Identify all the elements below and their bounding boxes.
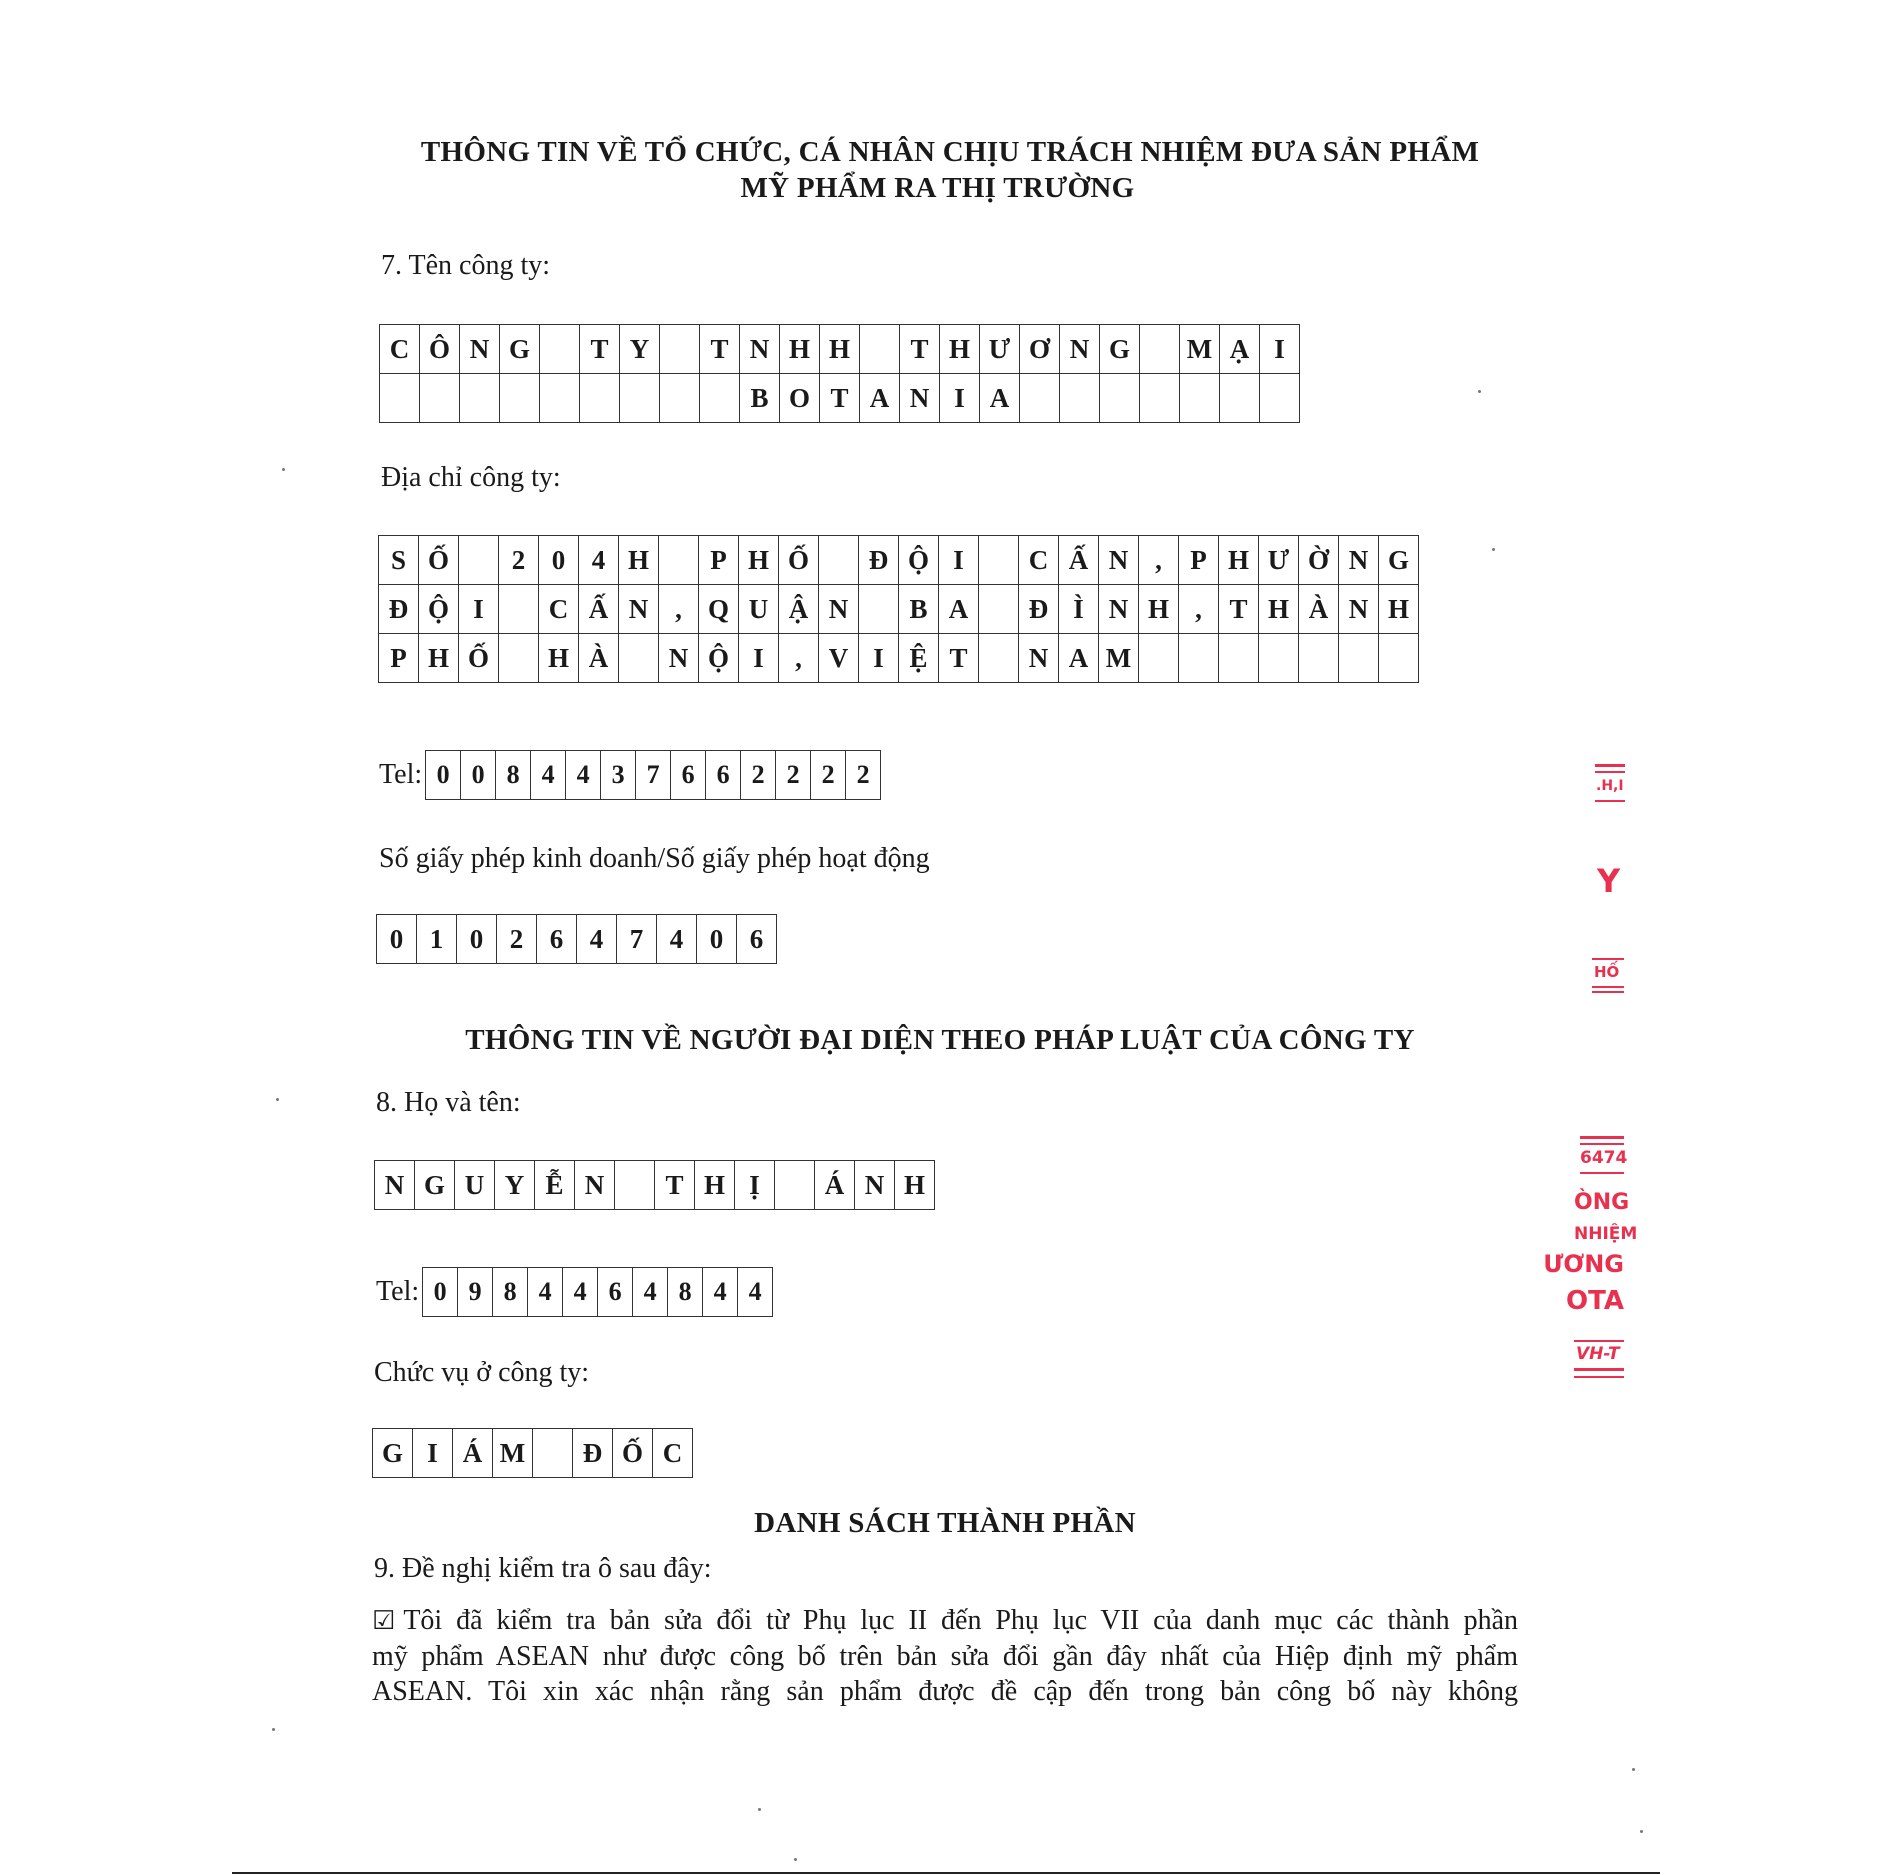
grid-cell: 2 xyxy=(499,536,539,585)
grid-cell: 4 xyxy=(579,536,619,585)
grid-cell: I xyxy=(413,1429,453,1478)
grid-cell: N xyxy=(619,585,659,634)
grid-cell: O xyxy=(780,374,820,423)
grid-cell xyxy=(1379,634,1419,683)
grid-cell: 6 xyxy=(737,915,777,964)
grid-row xyxy=(375,1161,935,1210)
grid-cell: 7 xyxy=(617,915,657,964)
grid-cell: T xyxy=(700,325,740,374)
org-heading-line1: THÔNG TIN VỀ TỔ CHỨC, CÁ NHÂN CHỊU TRÁCH NHIỆM ĐƯA SẢN PHẨM xyxy=(420,136,1480,168)
grid-cell: H xyxy=(419,634,459,683)
grid-cell xyxy=(659,536,699,585)
address-label: Địa chỉ công ty: xyxy=(381,462,561,493)
grid-cell xyxy=(1020,374,1060,423)
grid-row xyxy=(379,536,1419,585)
declaration-paragraph xyxy=(372,1603,1518,1709)
grid-cell: 2 xyxy=(741,751,776,800)
rep-tel xyxy=(376,1267,773,1317)
address-grid xyxy=(378,535,1419,683)
grid-cell: T xyxy=(900,325,940,374)
grid-cell: H xyxy=(820,325,860,374)
ingredients-heading: DANH SÁCH THÀNH PHẦN xyxy=(754,1507,1136,1539)
grid-cell: I xyxy=(739,634,779,683)
grid-cell: H xyxy=(1219,536,1259,585)
company-name-grid xyxy=(379,324,1300,423)
grid-cell: , xyxy=(779,634,819,683)
rep-name-label: 8. Họ và tên: xyxy=(376,1087,521,1118)
grid-cell: A xyxy=(939,585,979,634)
grid-cell: 0 xyxy=(457,915,497,964)
grid-cell: H xyxy=(895,1161,935,1210)
grid-cell: , xyxy=(659,585,699,634)
grid-cell: C xyxy=(1019,536,1059,585)
stamp-line xyxy=(1592,986,1624,988)
grid-cell: H xyxy=(539,634,579,683)
company-name-label: 7. Tên công ty: xyxy=(381,250,551,281)
grid-cell: I xyxy=(940,374,980,423)
stamp-line xyxy=(1595,764,1625,767)
grid-cell: G xyxy=(1100,325,1140,374)
grid-cell: H xyxy=(940,325,980,374)
rep-heading: THÔNG TIN VỀ NGƯỜI ĐẠI DIỆN THEO PHÁP LUẬT CỦA CÔNG TY xyxy=(465,1024,1415,1056)
grid-cell: Ố xyxy=(779,536,819,585)
grid-cell: N xyxy=(740,325,780,374)
grid-row xyxy=(380,374,1300,423)
grid-cell: 1 xyxy=(417,915,457,964)
grid-cell xyxy=(540,374,580,423)
company-tel-grid xyxy=(425,750,881,800)
grid-cell: Ơ xyxy=(1020,325,1060,374)
stamp-line xyxy=(1580,1136,1624,1139)
stamp-line xyxy=(1580,1172,1624,1174)
grid-cell: 4 xyxy=(531,751,566,800)
grid-cell xyxy=(775,1161,815,1210)
grid-cell: N xyxy=(1099,585,1139,634)
grid-cell: À xyxy=(1299,585,1339,634)
grid-cell: N xyxy=(1099,536,1139,585)
grid-cell: Ễ xyxy=(535,1161,575,1210)
grid-cell: 4 xyxy=(657,915,697,964)
grid-cell: Ị xyxy=(735,1161,775,1210)
grid-cell xyxy=(1140,325,1180,374)
grid-cell: T xyxy=(820,374,860,423)
grid-cell: 6 xyxy=(537,915,577,964)
grid-cell: 4 xyxy=(528,1268,563,1317)
grid-cell: A xyxy=(980,374,1020,423)
grid-cell xyxy=(819,536,859,585)
grid-cell: N xyxy=(1060,325,1100,374)
grid-row xyxy=(373,1429,693,1478)
grid-cell: Ố xyxy=(613,1429,653,1478)
grid-cell: G xyxy=(1379,536,1419,585)
stamp-fragment: OTA xyxy=(1566,1286,1624,1316)
company-tel-label: Tel: xyxy=(379,759,423,790)
grid-cell: N xyxy=(1019,634,1059,683)
grid-cell: U xyxy=(455,1161,495,1210)
grid-cell: Ạ xyxy=(1220,325,1260,374)
grid-cell xyxy=(1179,634,1219,683)
grid-cell: Ố xyxy=(419,536,459,585)
grid-cell xyxy=(619,634,659,683)
grid-row xyxy=(426,751,881,800)
stamp-line xyxy=(1574,1340,1624,1342)
grid-cell xyxy=(1180,374,1220,423)
grid-cell: 0 xyxy=(697,915,737,964)
grid-cell xyxy=(1219,634,1259,683)
grid-cell: I xyxy=(939,536,979,585)
stamp-fragment: .H,I xyxy=(1596,778,1624,794)
grid-cell: C xyxy=(653,1429,693,1478)
declaration-line-2: mỹ phẩm ASEAN như được công bố trên bản sửa đổi gần đây nhất của Hiệp định mỹ phẩm xyxy=(372,1641,1518,1672)
stamp-fragment: 6474 xyxy=(1580,1148,1628,1168)
grid-cell xyxy=(1100,374,1140,423)
grid-cell: G xyxy=(500,325,540,374)
grid-cell: Ì xyxy=(1059,585,1099,634)
grid-cell xyxy=(459,536,499,585)
grid-cell: 2 xyxy=(811,751,846,800)
grid-cell: Ô xyxy=(420,325,460,374)
grid-cell: N xyxy=(900,374,940,423)
scan-speck xyxy=(1492,548,1495,551)
stamp-fragment: ÒNG xyxy=(1574,1190,1630,1215)
grid-cell: 4 xyxy=(703,1268,738,1317)
grid-cell: B xyxy=(740,374,780,423)
grid-cell xyxy=(859,585,899,634)
license-label: Số giấy phép kinh doanh/Số giấy phép hoạt động xyxy=(379,843,930,874)
grid-cell: 4 xyxy=(738,1268,773,1317)
grid-cell: 6 xyxy=(706,751,741,800)
grid-cell: 0 xyxy=(539,536,579,585)
grid-cell: Ộ xyxy=(419,585,459,634)
stamp-fragment: VH-T xyxy=(1576,1344,1620,1364)
grid-cell: 2 xyxy=(497,915,537,964)
grid-cell: Ư xyxy=(1259,536,1299,585)
grid-cell: 6 xyxy=(671,751,706,800)
grid-cell xyxy=(620,374,660,423)
grid-cell: Đ xyxy=(859,536,899,585)
grid-cell: Ấ xyxy=(579,585,619,634)
grid-cell: T xyxy=(655,1161,695,1210)
grid-cell: Ậ xyxy=(779,585,819,634)
grid-cell: N xyxy=(819,585,859,634)
grid-row xyxy=(380,325,1300,374)
grid-cell: N xyxy=(855,1161,895,1210)
stamp-fragment: ƯƠNG xyxy=(1543,1250,1624,1278)
grid-cell: 4 xyxy=(563,1268,598,1317)
declaration-line-3: ASEAN. Tôi xin xác nhận rằng sản phẩm được đề cập đến trong bản công bố này không xyxy=(372,1676,1518,1707)
stamp-line xyxy=(1580,1143,1624,1145)
grid-cell xyxy=(660,325,700,374)
grid-cell: Ệ xyxy=(899,634,939,683)
grid-cell xyxy=(979,585,1019,634)
stamp-fragment: Y xyxy=(1597,862,1621,900)
grid-cell xyxy=(615,1161,655,1210)
grid-cell: Q xyxy=(699,585,739,634)
grid-cell xyxy=(460,374,500,423)
grid-cell: N xyxy=(659,634,699,683)
grid-cell: Y xyxy=(620,325,660,374)
grid-cell: Đ xyxy=(1019,585,1059,634)
grid-cell: M xyxy=(493,1429,533,1478)
grid-cell: S xyxy=(379,536,419,585)
grid-cell: 3 xyxy=(601,751,636,800)
scan-speck xyxy=(1640,1830,1643,1833)
bottom-rule xyxy=(232,1872,1660,1874)
grid-cell xyxy=(1139,634,1179,683)
grid-cell: , xyxy=(1179,585,1219,634)
stamp-line xyxy=(1574,1368,1624,1371)
grid-cell: T xyxy=(580,325,620,374)
grid-cell: M xyxy=(1099,634,1139,683)
grid-cell: N xyxy=(375,1161,415,1210)
grid-cell xyxy=(533,1429,573,1478)
scan-speck xyxy=(758,1808,761,1811)
grid-cell: C xyxy=(380,325,420,374)
grid-cell: C xyxy=(539,585,579,634)
grid-cell xyxy=(499,585,539,634)
stamp-line xyxy=(1595,800,1625,802)
rep-tel-label: Tel: xyxy=(376,1276,420,1307)
grid-cell: , xyxy=(1139,536,1179,585)
scan-speck xyxy=(794,1858,797,1861)
grid-cell: T xyxy=(1219,585,1259,634)
grid-cell: N xyxy=(1339,585,1379,634)
grid-cell: G xyxy=(415,1161,455,1210)
grid-cell: H xyxy=(1139,585,1179,634)
grid-cell: 7 xyxy=(636,751,671,800)
grid-cell: 8 xyxy=(493,1268,528,1317)
grid-cell: 4 xyxy=(566,751,601,800)
grid-cell: B xyxy=(899,585,939,634)
grid-cell: H xyxy=(695,1161,735,1210)
grid-cell: 2 xyxy=(776,751,811,800)
grid-cell xyxy=(660,374,700,423)
scan-speck xyxy=(1478,390,1481,393)
grid-cell xyxy=(860,325,900,374)
grid-cell: 8 xyxy=(668,1268,703,1317)
grid-cell: Đ xyxy=(379,585,419,634)
grid-cell: I xyxy=(1260,325,1300,374)
grid-cell: H xyxy=(619,536,659,585)
grid-cell: Á xyxy=(453,1429,493,1478)
declaration-line-1 xyxy=(372,1603,1518,1639)
grid-cell: A xyxy=(1059,634,1099,683)
stamp-line xyxy=(1574,1376,1624,1378)
grid-cell: À xyxy=(579,634,619,683)
grid-cell: P xyxy=(379,634,419,683)
org-heading-line2: MỸ PHẨM RA THỊ TRƯỜNG xyxy=(740,172,1135,204)
grid-cell xyxy=(700,374,740,423)
grid-cell xyxy=(499,634,539,683)
stamp-line xyxy=(1592,991,1624,993)
grid-cell: I xyxy=(859,634,899,683)
scan-speck xyxy=(276,1098,279,1101)
grid-cell: 0 xyxy=(426,751,461,800)
scan-speck xyxy=(272,1728,275,1731)
grid-cell: Ố xyxy=(459,634,499,683)
checkbox-checked-icon[interactable]: ☑ xyxy=(372,1606,396,1636)
grid-cell xyxy=(1220,374,1260,423)
grid-cell xyxy=(979,536,1019,585)
grid-row xyxy=(379,585,1419,634)
grid-cell: 0 xyxy=(377,915,417,964)
grid-cell xyxy=(1299,634,1339,683)
grid-cell xyxy=(1060,374,1100,423)
grid-cell: G xyxy=(373,1429,413,1478)
grid-cell: H xyxy=(1259,585,1299,634)
grid-cell: A xyxy=(860,374,900,423)
stamp-line xyxy=(1592,958,1624,960)
check-label: 9. Đề nghị kiểm tra ô sau đây: xyxy=(374,1553,712,1584)
grid-cell xyxy=(580,374,620,423)
grid-cell: Ấ xyxy=(1059,536,1099,585)
declaration-line-1-text: Tôi đã kiểm tra bản sửa đổi từ Phụ lục II đến Phụ lục VII của danh mục các thành phần xyxy=(403,1605,1518,1636)
stamp-line xyxy=(1595,771,1625,773)
grid-cell: N xyxy=(460,325,500,374)
grid-cell xyxy=(979,634,1019,683)
grid-cell xyxy=(500,374,540,423)
scan-speck xyxy=(282,468,285,471)
grid-cell: N xyxy=(1339,536,1379,585)
grid-cell xyxy=(1140,374,1180,423)
license-grid xyxy=(376,914,777,964)
grid-row xyxy=(377,915,777,964)
grid-cell: Đ xyxy=(573,1429,613,1478)
position-label: Chức vụ ở công ty: xyxy=(374,1357,590,1388)
grid-cell: Á xyxy=(815,1161,855,1210)
grid-cell: H xyxy=(780,325,820,374)
grid-cell: 4 xyxy=(633,1268,668,1317)
grid-cell: Ộ xyxy=(899,536,939,585)
grid-cell: Ư xyxy=(980,325,1020,374)
grid-cell: 6 xyxy=(598,1268,633,1317)
grid-cell: V xyxy=(819,634,859,683)
grid-cell: 0 xyxy=(461,751,496,800)
grid-cell xyxy=(1260,374,1300,423)
company-tel xyxy=(379,750,881,800)
grid-cell: Y xyxy=(495,1161,535,1210)
grid-cell: 0 xyxy=(423,1268,458,1317)
grid-cell: Ộ xyxy=(699,634,739,683)
grid-cell: H xyxy=(739,536,779,585)
grid-cell: I xyxy=(459,585,499,634)
grid-cell: P xyxy=(699,536,739,585)
grid-cell: 8 xyxy=(496,751,531,800)
scan-speck xyxy=(1632,1768,1635,1771)
grid-cell: N xyxy=(575,1161,615,1210)
position-grid xyxy=(372,1428,693,1478)
grid-cell xyxy=(1339,634,1379,683)
rep-name-grid xyxy=(374,1160,935,1210)
grid-cell xyxy=(540,325,580,374)
grid-cell xyxy=(380,374,420,423)
rep-tel-grid xyxy=(422,1267,773,1317)
grid-cell: M xyxy=(1180,325,1220,374)
grid-cell: 2 xyxy=(846,751,881,800)
stamp-fragment: HỐ xyxy=(1594,963,1620,981)
grid-cell xyxy=(420,374,460,423)
stamp-fragment: NHIỆM xyxy=(1574,1224,1638,1244)
grid-cell xyxy=(1259,634,1299,683)
grid-row xyxy=(423,1268,773,1317)
grid-cell: 9 xyxy=(458,1268,493,1317)
grid-cell: T xyxy=(939,634,979,683)
grid-cell: P xyxy=(1179,536,1219,585)
grid-row xyxy=(379,634,1419,683)
grid-cell: 4 xyxy=(577,915,617,964)
grid-cell: H xyxy=(1379,585,1419,634)
grid-cell: U xyxy=(739,585,779,634)
grid-cell: Ờ xyxy=(1299,536,1339,585)
